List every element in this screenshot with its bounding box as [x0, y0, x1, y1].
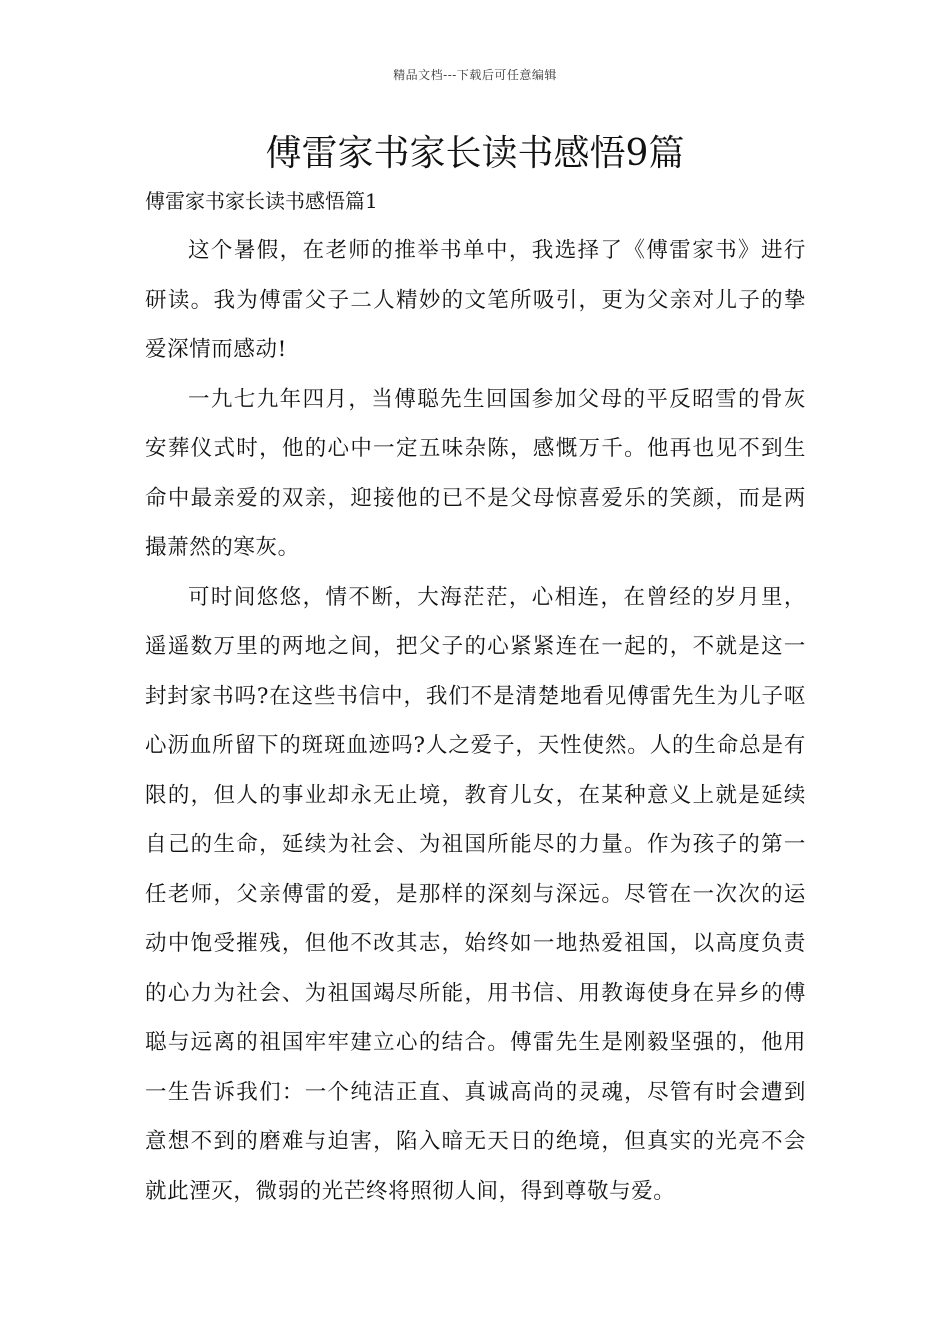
paragraph-1: 这个暑假，在老师的推举书单中，我选择了《傅雷家书》进行研读。我为傅雷父子二人精妙的文笔所吸引，更为父亲对儿子的挚爱深情而感动!	[145, 238, 806, 362]
paragraph-3: 可时间悠悠，情不断，大海茫茫，心相连，在曾经的岁月里，遥遥数万里的两地之间，把父子的心紧紧连在一起的，不就是这一封封家书吗?在这些书信中，我们不是清楚地看见傅雷先生为儿子呕心沥血所留下的斑斑血迹吗?人之爱子，天性使然。人的生命总是有限的，但人的事业却永无止境，教育儿女，在某种意义上就是延续自己的生命，延续为社会、为祖国所能尽的力量。作为孩子的第一任老师，父亲傅雷的爱，是那样的深刻与深远。尽管在一次次的运动中饱受摧残，但他不改其志，始终如一地热爱祖国，以高度负责的心力为社会、为祖国竭尽所能，用书信、用教诲使身在异乡的傅聪与远离的祖国牢牢建立心的结合。傅雷先生是刚毅坚强的，他用一生告诉我们：一个纯洁正直、真诚高尚的灵魂，尽管有时会遭到意想不到的磨难与迫害，陷入暗无天日的绝境，但真实的光亮不会就此湮灭，微弱的光芒终将照彻人间，得到尊敬与爱。	[145, 584, 806, 1204]
paragraph-2: 一九七九年四月，当傅聪先生回国参加父母的平反昭雪的骨灰安葬仪式时，他的心中一定五味杂陈，感慨万千。他再也见不到生命中最亲爱的双亲，迎接他的已不是父母惊喜爱乐的笑颜，而是两撮萧然的寒灰。	[145, 386, 806, 560]
document-body	[145, 226, 806, 1216]
header-note: 精品文档---下载后可任意编辑	[393, 68, 557, 82]
document-title: 傅雷家书家长读书感悟9篇	[265, 133, 685, 174]
section-heading: 傅雷家书家长读书感悟篇1	[145, 189, 378, 213]
